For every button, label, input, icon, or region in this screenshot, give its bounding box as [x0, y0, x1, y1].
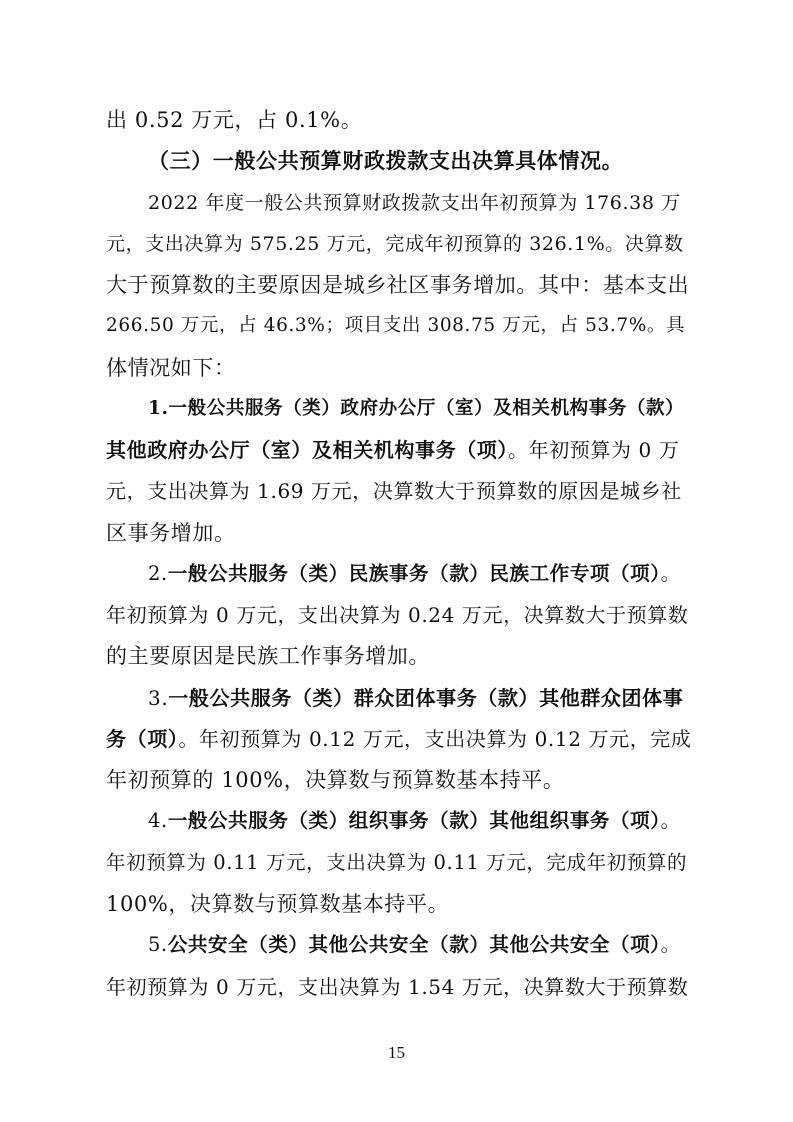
text-line: [106, 765, 565, 795]
text-segment: 5.: [148, 933, 168, 956]
text-line: [106, 229, 684, 259]
text-segment: 。: [660, 562, 681, 585]
item-heading: [148, 394, 684, 424]
text-segment: 。年初预算为 0.12 万元，支出决算为 0.12 万元，完成: [178, 727, 692, 751]
text-segment: 年初预算的 100%，决算数与预算数基本持平。: [106, 768, 565, 792]
text-segment: 其他政府办公厅（室）及相关机构事务（项）: [106, 438, 508, 462]
text-segment: 。: [660, 809, 681, 832]
text-segment: 区事务增加。: [106, 521, 236, 545]
text-line: [106, 889, 449, 919]
text-line: [106, 724, 692, 754]
text-segment: 。年初预算为 0 万: [508, 438, 680, 462]
text-segment: 。: [660, 933, 681, 956]
text-line: [106, 270, 689, 300]
text-segment: 一般公共服务（类）群众团体事务（款）其他群众团体事: [168, 686, 684, 710]
section-heading: [148, 146, 623, 176]
text-segment: 266.50 万元，占 46.3%；项目支出 308.75 万元，占 53.7%。具: [106, 315, 686, 336]
text-segment: （三）一般公共预算财政拨款支出决算具体情况。: [148, 148, 624, 173]
text-segment: 一般公共服务（类）组织事务（款）其他组织事务（项）: [167, 809, 661, 832]
item-heading: [148, 930, 681, 960]
text-segment: 一般公共服务（类）民族事务（款）民族工作专项（项）: [167, 562, 661, 585]
text-line: [106, 641, 430, 671]
text-segment: 3.: [148, 686, 169, 710]
text-segment: 体情况如下：: [106, 356, 236, 380]
text-segment: 2.: [148, 562, 168, 585]
text-line: [106, 435, 679, 465]
text-segment: 公共安全（类）其他公共安全（款）其他公共安全（项）: [167, 933, 661, 956]
text-segment: 100%，决算数与预算数基本持平。: [106, 892, 450, 916]
item-heading: [148, 683, 683, 713]
text-segment: 务（项）: [106, 727, 179, 751]
text-segment: 年初预算为 0.11 万元，支出决算为 0.11 万元，完成年初预算的: [106, 851, 688, 874]
text-segment: 元，支出决算为 1.69 万元，决算数大于预算数的原因是城乡社: [106, 479, 682, 503]
text-line: [106, 105, 362, 135]
text-segment: 2022 年度一般公共预算财政拨款支出年初预算为 176.38 万: [148, 192, 681, 214]
text-segment: 元，支出决算为 575.25 万元，完成年初预算的 326.1%。决算数: [106, 233, 684, 255]
item-heading: [148, 806, 681, 836]
text-line: [106, 972, 689, 1002]
text-line: [106, 311, 685, 341]
text-segment: 大于预算数的主要原因是城乡社区事务增加。其中：基本支出: [106, 273, 690, 297]
item-heading: [148, 559, 681, 589]
text-segment: 年初预算为 0 万元，支出决算为 1.54 万元，决算数大于预算数: [106, 975, 689, 999]
text-line: [148, 188, 681, 218]
text-line: [106, 476, 682, 506]
text-segment: 的主要原因是民族工作事务增加。: [106, 644, 430, 668]
page-number: 15: [388, 1043, 405, 1062]
text-segment: 年初预算为 0 万元，支出决算为 0.24 万元，决算数大于预算数: [106, 603, 689, 627]
text-segment: 4.: [148, 809, 168, 832]
text-line: [106, 353, 236, 383]
text-segment: 出 0.52 万元，占 0.1%。: [106, 108, 363, 132]
text-segment: 1.一般公共服务（类）政府办公厅（室）及相关机构事务（款）: [148, 398, 685, 419]
text-line: [106, 600, 689, 630]
text-line: [106, 848, 687, 878]
text-line: [106, 518, 236, 548]
